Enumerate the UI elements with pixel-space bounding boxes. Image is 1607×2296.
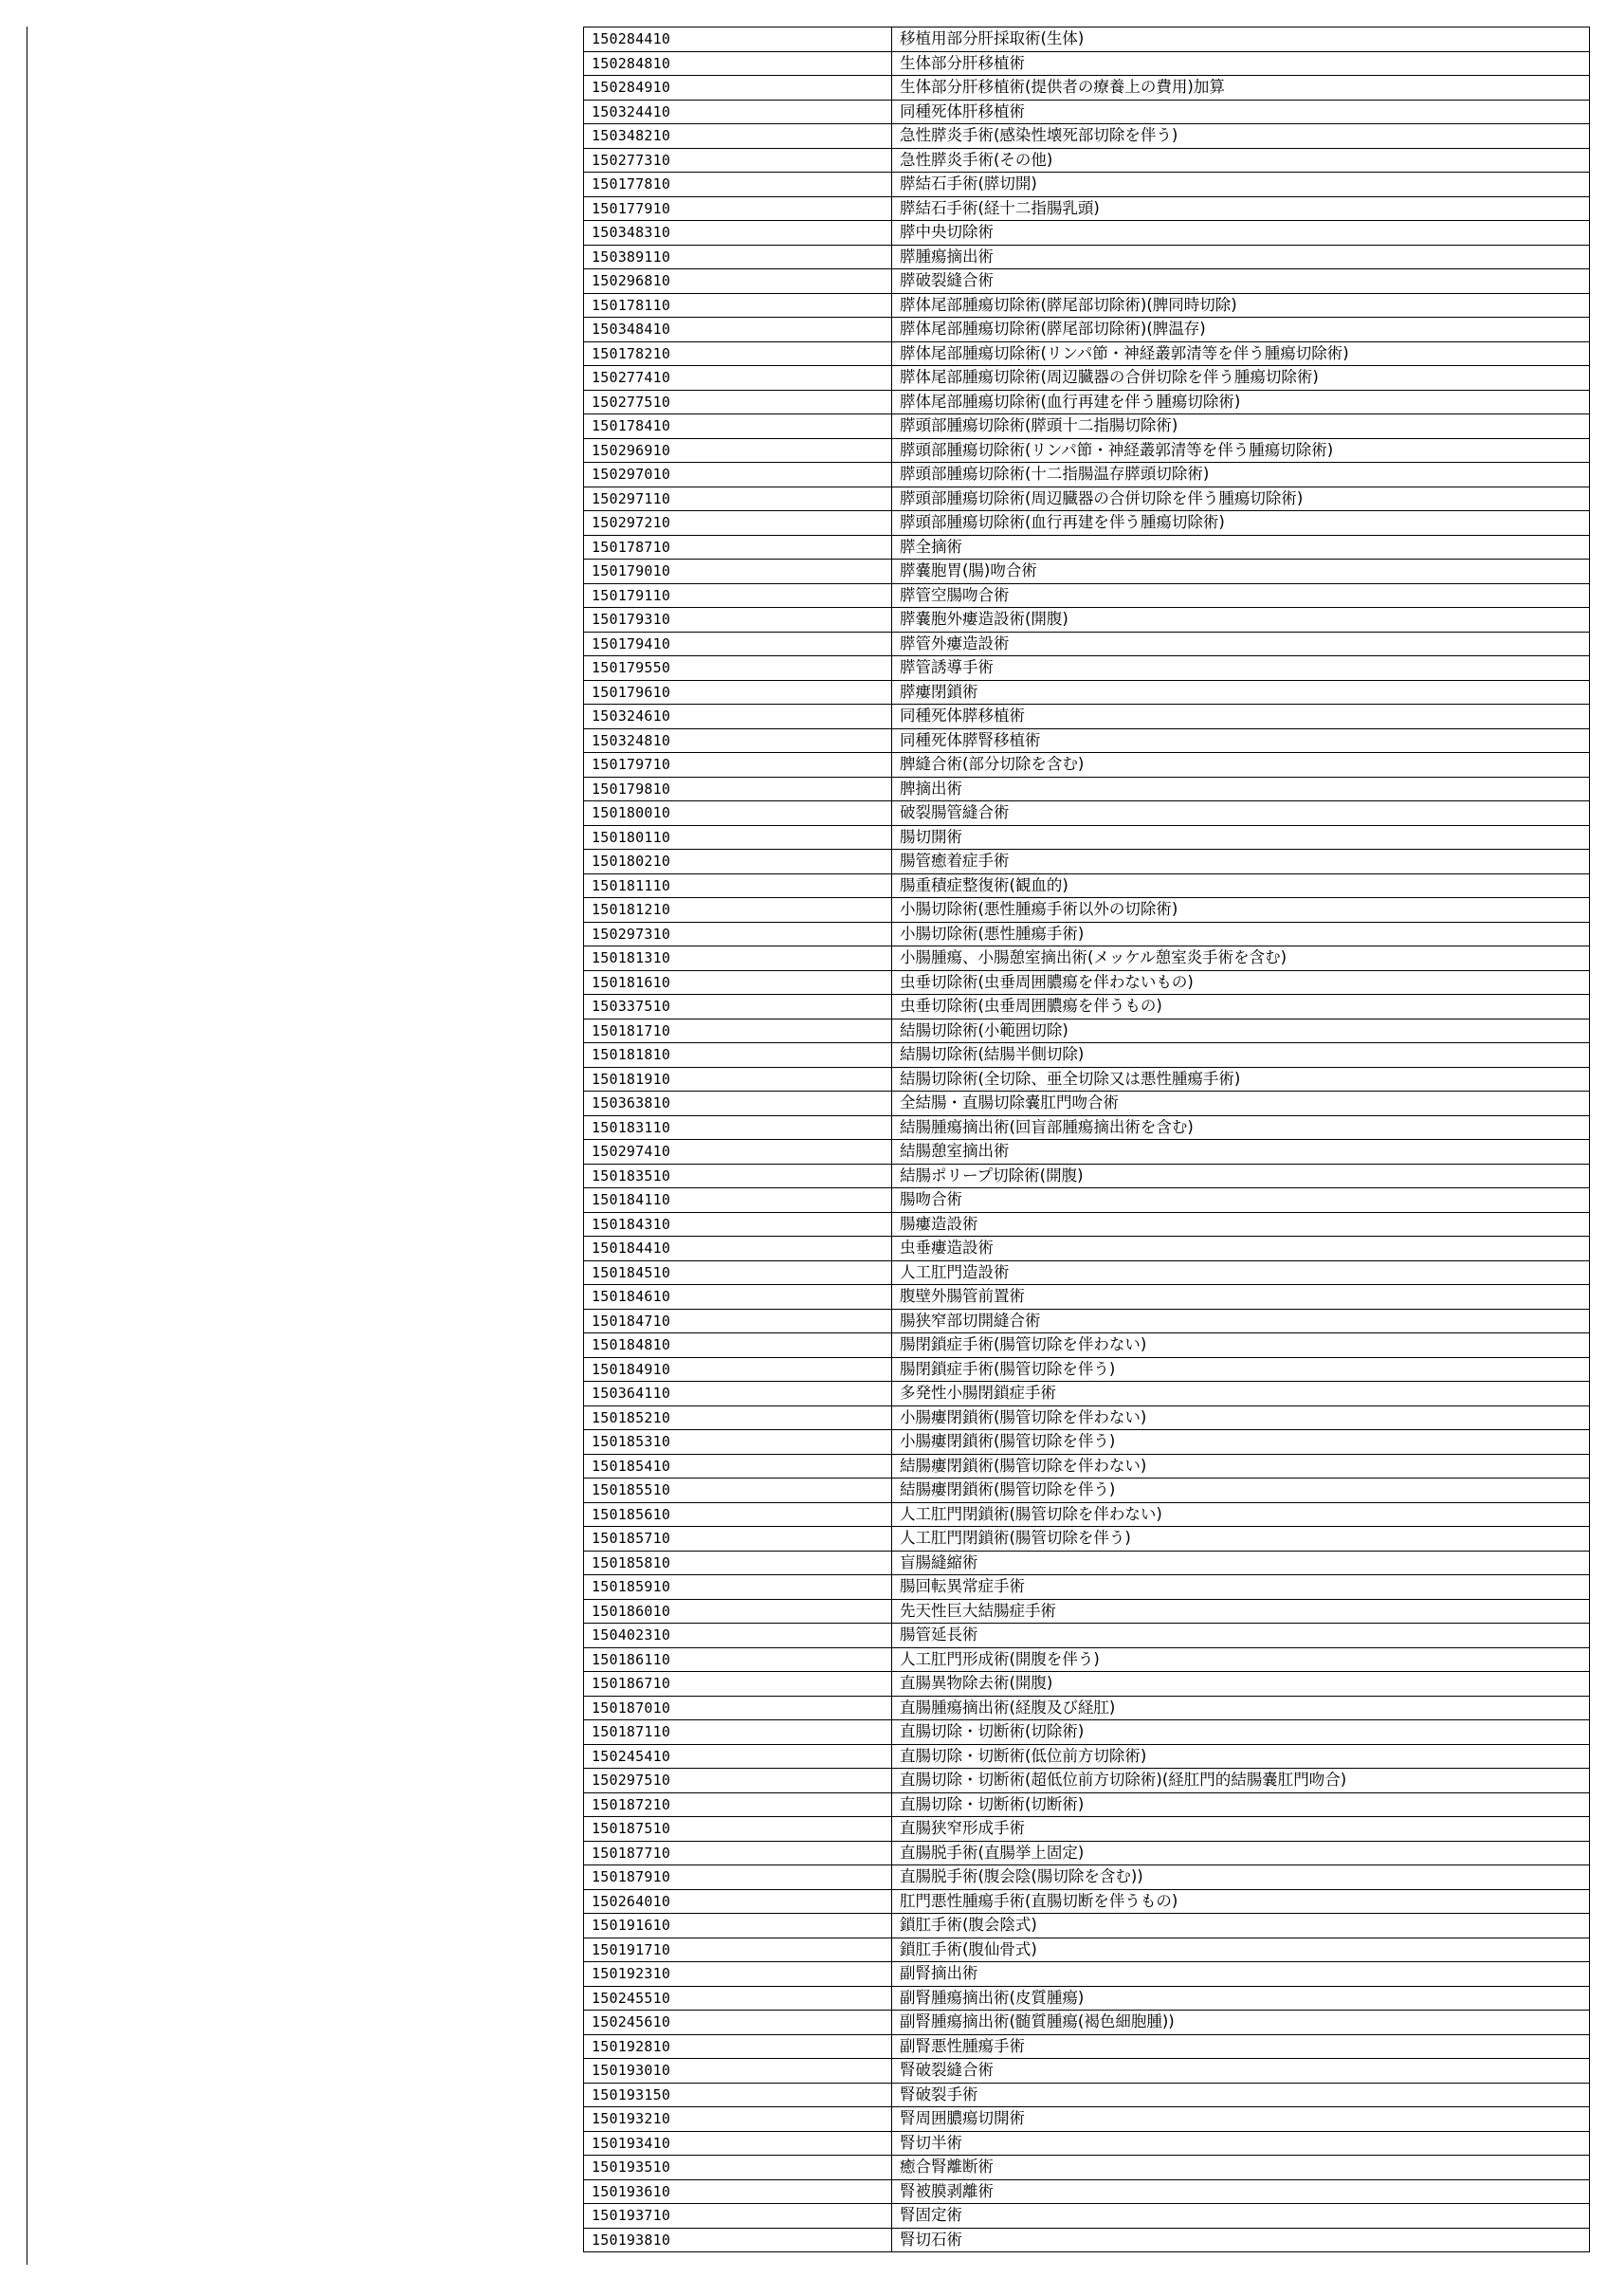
table-row [584,124,1590,149]
procedure-code-cell: 150180010 [584,801,892,826]
table-row [584,1938,1590,1962]
procedure-code-cell: 150181710 [584,1019,892,1043]
procedure-name-cell: 膵体尾部腫瘍切除術(膵尾部切除術)(脾同時切除) [892,293,1590,318]
procedure-name-cell: 結腸憩室摘出術 [892,1140,1590,1165]
procedure-name-cell: 副腎摘出術 [892,1962,1590,1987]
procedure-code-cell: 150187910 [584,1865,892,1890]
procedure-code-cell: 150179810 [584,777,892,801]
procedure-code-cell: 150184510 [584,1260,892,1285]
procedure-code-cell: 150191710 [584,1938,892,1962]
table-row [584,414,1590,439]
table-row [584,1744,1590,1769]
procedure-code-cell: 150193150 [584,2083,892,2107]
procedure-name-cell: 虫垂切除術(虫垂周囲膿瘍を伴うもの) [892,995,1590,1019]
procedure-name-cell: 腎破裂手術 [892,2083,1590,2107]
procedure-code-cell: 150178110 [584,293,892,318]
procedure-code-cell: 150179710 [584,753,892,778]
procedure-code-cell: 150184810 [584,1333,892,1358]
procedure-name-cell: 膵破裂縫合術 [892,269,1590,294]
procedure-name-cell: 先天性巨大結腸症手術 [892,1599,1590,1624]
table-row [584,2179,1590,2204]
procedure-name-cell: 結腸切除術(結腸半側切除) [892,1043,1590,1068]
procedure-name-cell: 膵管外瘻造設術 [892,632,1590,656]
table-row [584,511,1590,536]
procedure-code-cell: 150181110 [584,873,892,898]
table-row [584,2107,1590,2132]
table-row [584,970,1590,995]
procedure-name-cell: 腸管癒着症手術 [892,850,1590,874]
table-row [584,608,1590,633]
table-row [584,922,1590,946]
procedure-name-cell: 膵腫瘍摘出術 [892,245,1590,269]
procedure-name-cell: 副腎腫瘍摘出術(髄質腫瘍(褐色細胞腫)) [892,2011,1590,2035]
procedure-name-cell: 腎切石術 [892,2228,1590,2252]
procedure-code-cell: 150185810 [584,1551,892,1575]
table-row [584,1212,1590,1237]
procedure-name-cell: 直腸狭窄形成手術 [892,1817,1590,1842]
procedure-name-cell: 膵体尾部腫瘍切除術(膵尾部切除術)(脾温存) [892,318,1590,342]
procedure-code-cell: 150284910 [584,76,892,101]
procedure-code-cell: 150402310 [584,1624,892,1648]
table-row [584,777,1590,801]
procedure-code-cell: 150184410 [584,1237,892,1261]
table-row [584,1430,1590,1455]
procedure-name-cell: 破裂腸管縫合術 [892,801,1590,826]
table-row [584,1527,1590,1552]
procedure-code-cell: 150183110 [584,1115,892,1140]
table-row [584,148,1590,173]
procedure-name-cell: 鎖肛手術(腹会陰式) [892,1914,1590,1938]
table-row [584,753,1590,778]
procedure-name-cell: 腸狭窄部切開縫合術 [892,1309,1590,1333]
table-row [584,2131,1590,2156]
procedure-code-cell: 150363810 [584,1092,892,1116]
procedure-name-cell: 腹壁外腸管前置術 [892,1285,1590,1310]
procedure-name-cell: 結腸ポリープ切除術(開腹) [892,1164,1590,1188]
table-row [584,2204,1590,2229]
procedure-name-cell: 膵瘻閉鎖術 [892,680,1590,705]
table-row [584,2156,1590,2180]
procedure-name-cell: 小腸腫瘍、小腸憩室摘出術(メッケル憩室炎手術を含む) [892,946,1590,971]
table-row [584,1333,1590,1358]
procedure-name-cell: 副腎腫瘍摘出術(皮質腫瘍) [892,1986,1590,2011]
procedure-code-cell: 150185210 [584,1405,892,1430]
procedure-name-cell: 膵体尾部腫瘍切除術(リンパ節・神経叢郭清等を伴う腫瘍切除術) [892,341,1590,366]
table-row [584,100,1590,124]
table-row [584,873,1590,898]
table-row [584,1624,1590,1648]
procedure-name-cell: 生体部分肝移植術(提供者の療養上の費用)加算 [892,76,1590,101]
table-row [584,656,1590,681]
table-row [584,1865,1590,1890]
procedure-name-cell: 直腸脱手術(直腸挙上固定) [892,1841,1590,1865]
procedure-name-cell: 腸瘻造設術 [892,1212,1590,1237]
table-row [584,463,1590,487]
procedure-code-cell: 150184610 [584,1285,892,1310]
table-row [584,293,1590,318]
procedure-name-cell: 腸閉鎖症手術(腸管切除を伴わない) [892,1333,1590,1358]
procedure-code-cell: 150181610 [584,970,892,995]
procedure-name-cell: 膵中央切除術 [892,221,1590,246]
procedure-name-cell: 鎖肛手術(腹仙骨式) [892,1938,1590,1962]
procedure-name-cell: 腸閉鎖症手術(腸管切除を伴う) [892,1357,1590,1382]
procedure-code-cell: 150184710 [584,1309,892,1333]
procedure-code-cell: 150264010 [584,1889,892,1914]
procedure-code-cell: 150324810 [584,728,892,753]
procedure-name-cell: 膵管誘導手術 [892,656,1590,681]
table-row [584,221,1590,246]
procedure-name-cell: 膵嚢胞胃(腸)吻合術 [892,560,1590,584]
procedure-code-cell: 150277410 [584,366,892,391]
table-row [584,1575,1590,1600]
procedure-code-cell: 150183510 [584,1164,892,1188]
procedure-code-cell: 150179110 [584,583,892,608]
procedure-name-cell: 全結腸・直腸切除嚢肛門吻合術 [892,1092,1590,1116]
procedure-code-cell: 150185710 [584,1527,892,1552]
procedure-code-cell: 150284810 [584,51,892,76]
table-row [584,1260,1590,1285]
table-row [584,196,1590,221]
table-row [584,995,1590,1019]
procedure-code-cell: 150193010 [584,2059,892,2084]
procedure-code-cell: 150186010 [584,1599,892,1624]
procedure-name-cell: 小腸瘻閉鎖術(腸管切除を伴う) [892,1430,1590,1455]
procedure-name-cell: 小腸瘻閉鎖術(腸管切除を伴わない) [892,1405,1590,1430]
table-row [584,2083,1590,2107]
table-row [584,1720,1590,1745]
table-row [584,1551,1590,1575]
procedure-name-cell: 同種死体肝移植術 [892,100,1590,124]
table-row [584,1309,1590,1333]
procedure-name-cell: 膵嚢胞外瘻造設術(開腹) [892,608,1590,633]
table-row [584,825,1590,850]
table-row [584,1599,1590,1624]
procedure-name-cell: 腸重積症整復術(観血的) [892,873,1590,898]
procedure-name-cell: 結腸腫瘍摘出術(回盲部腫瘍摘出術を含む) [892,1115,1590,1140]
procedure-code-cell: 150179310 [584,608,892,633]
procedure-code-cell: 150179550 [584,656,892,681]
procedure-code-cell: 150187510 [584,1817,892,1842]
procedure-name-cell: 膵頭部腫瘍切除術(膵頭十二指腸切除術) [892,414,1590,439]
procedure-code-table [583,27,1590,2252]
table-row [584,583,1590,608]
procedure-name-cell: 膵頭部腫瘍切除術(周辺臓器の合併切除を伴う腫瘍切除術) [892,487,1590,511]
procedure-name-cell: 膵管空腸吻合術 [892,583,1590,608]
procedure-code-cell: 150297510 [584,1769,892,1793]
procedure-code-cell: 150245510 [584,1986,892,2011]
table-row [584,2011,1590,2035]
procedure-name-cell: 腎周囲膿瘍切開術 [892,2107,1590,2132]
table-row [584,535,1590,560]
table-row [584,1817,1590,1842]
table-row [584,269,1590,294]
procedure-code-cell: 150186110 [584,1647,892,1672]
procedure-name-cell: 人工肛門閉鎖術(腸管切除を伴う) [892,1527,1590,1552]
procedure-code-cell: 150277310 [584,148,892,173]
procedure-code-cell: 150185410 [584,1454,892,1479]
procedure-name-cell: 虫垂切除術(虫垂周囲膿瘍を伴わないもの) [892,970,1590,995]
table-row [584,1188,1590,1213]
table-row [584,1792,1590,1817]
table-row [584,366,1590,391]
procedure-code-cell: 150179410 [584,632,892,656]
procedure-code-cell: 150297010 [584,463,892,487]
procedure-name-cell: 膵全摘術 [892,535,1590,560]
procedure-name-cell: 膵頭部腫瘍切除術(十二指腸温存膵頭切除術) [892,463,1590,487]
procedure-name-cell: 人工肛門造設術 [892,1260,1590,1285]
procedure-code-cell: 150185610 [584,1502,892,1527]
procedure-code-cell: 150337510 [584,995,892,1019]
procedure-code-cell: 150184110 [584,1188,892,1213]
procedure-name-cell: 小腸切除術(悪性腫瘍手術) [892,922,1590,946]
procedure-name-cell: 結腸瘻閉鎖術(腸管切除を伴う) [892,1479,1590,1503]
procedure-code-cell: 150191610 [584,1914,892,1938]
procedure-code-cell: 150297410 [584,1140,892,1165]
procedure-name-cell: 小腸切除術(悪性腫瘍手術以外の切除術) [892,898,1590,923]
procedure-name-cell: 腎破裂縫合術 [892,2059,1590,2084]
procedure-code-cell: 150184310 [584,1212,892,1237]
table-row [584,898,1590,923]
procedure-name-cell: 膵頭部腫瘍切除術(リンパ節・神経叢郭清等を伴う腫瘍切除術) [892,438,1590,463]
table-row [584,680,1590,705]
procedure-code-cell: 150389110 [584,245,892,269]
procedure-name-cell: 直腸脱手術(腹会陰(腸切除を含む)) [892,1865,1590,1890]
procedure-code-cell: 150296810 [584,269,892,294]
table-row [584,341,1590,366]
table-row [584,1769,1590,1793]
procedure-code-cell: 150193710 [584,2204,892,2229]
procedure-code-cell: 150297310 [584,922,892,946]
procedure-name-cell: 肛門悪性腫瘍手術(直腸切断を伴うもの) [892,1889,1590,1914]
table-row [584,1140,1590,1165]
procedure-code-cell: 150284410 [584,28,892,52]
table-row [584,1357,1590,1382]
procedure-code-cell: 150296910 [584,438,892,463]
procedure-name-cell: 膵結石手術(経十二指腸乳頭) [892,196,1590,221]
procedure-name-cell: 同種死体膵移植術 [892,705,1590,729]
table-row [584,2034,1590,2059]
table-row [584,1889,1590,1914]
procedure-code-cell: 150181210 [584,898,892,923]
procedure-code-cell: 150364110 [584,1382,892,1406]
table-row [584,801,1590,826]
procedure-name-cell: 直腸異物除去術(開腹) [892,1672,1590,1697]
procedure-code-cell: 150180110 [584,825,892,850]
procedure-code-cell: 150187710 [584,1841,892,1865]
table-row [584,438,1590,463]
table-row [584,245,1590,269]
procedure-code-cell: 150187210 [584,1792,892,1817]
procedure-name-cell: 腸吻合術 [892,1188,1590,1213]
procedure-code-cell: 150297110 [584,487,892,511]
table-row [584,1502,1590,1527]
procedure-name-cell: 結腸瘻閉鎖術(腸管切除を伴わない) [892,1454,1590,1479]
procedure-name-cell: 直腸切除・切断術(低位前方切除術) [892,1744,1590,1769]
procedure-code-cell: 150193810 [584,2228,892,2252]
procedure-name-cell: 直腸切除・切断術(切断術) [892,1792,1590,1817]
table-row [584,1164,1590,1188]
procedure-code-cell: 150245610 [584,2011,892,2035]
procedure-name-cell: 急性膵炎手術(感染性壊死部切除を伴う) [892,124,1590,149]
table-row [584,850,1590,874]
table-row [584,1696,1590,1720]
procedure-name-cell: 脾縫合術(部分切除を含む) [892,753,1590,778]
procedure-code-cell: 150186710 [584,1672,892,1697]
procedure-code-cell: 150178710 [584,535,892,560]
procedure-code-table-body [584,28,1590,2252]
table-row [584,1019,1590,1043]
table-row [584,28,1590,52]
table-row [584,1647,1590,1672]
procedure-name-cell: 生体部分肝移植術 [892,51,1590,76]
procedure-name-cell: 人工肛門形成術(開腹を伴う) [892,1647,1590,1672]
procedure-name-cell: 膵結石手術(膵切開) [892,173,1590,197]
table-row [584,728,1590,753]
table-row [584,1043,1590,1068]
table-row [584,173,1590,197]
procedure-name-cell: 直腸切除・切断術(切除術) [892,1720,1590,1745]
procedure-code-cell: 150184910 [584,1357,892,1382]
procedure-code-cell: 150187010 [584,1696,892,1720]
procedure-code-cell: 150348410 [584,318,892,342]
procedure-name-cell: 結腸切除術(小範囲切除) [892,1019,1590,1043]
table-row [584,390,1590,414]
procedure-code-cell: 150193610 [584,2179,892,2204]
table-row [584,318,1590,342]
procedure-name-cell: 盲腸縫縮術 [892,1551,1590,1575]
procedure-code-cell: 150348310 [584,221,892,246]
table-row [584,2228,1590,2252]
table-row [584,1672,1590,1697]
procedure-code-cell: 150324410 [584,100,892,124]
procedure-name-cell: 急性膵炎手術(その他) [892,148,1590,173]
procedure-code-cell: 150185910 [584,1575,892,1600]
procedure-name-cell: 腎被膜剥離術 [892,2179,1590,2204]
procedure-code-cell: 150324610 [584,705,892,729]
procedure-name-cell: 直腸腫瘍摘出術(経腹及び経肛) [892,1696,1590,1720]
procedure-code-cell: 150181910 [584,1067,892,1092]
procedure-code-cell: 150177910 [584,196,892,221]
table-row [584,2059,1590,2084]
procedure-name-cell: 腸回転異常症手術 [892,1575,1590,1600]
table-row [584,632,1590,656]
table-row [584,705,1590,729]
table-row [584,76,1590,101]
procedure-code-cell: 150178410 [584,414,892,439]
procedure-name-cell: 脾摘出術 [892,777,1590,801]
procedure-name-cell: 同種死体膵腎移植術 [892,728,1590,753]
procedure-code-cell: 150193210 [584,2107,892,2132]
procedure-name-cell: 腎固定術 [892,2204,1590,2229]
procedure-code-cell: 150179610 [584,680,892,705]
procedure-code-cell: 150178210 [584,341,892,366]
table-row [584,560,1590,584]
table-row [584,1067,1590,1092]
procedure-name-cell: 副腎悪性腫瘍手術 [892,2034,1590,2059]
procedure-code-cell: 150245410 [584,1744,892,1769]
procedure-code-cell: 150185310 [584,1430,892,1455]
procedure-name-cell: 膵頭部腫瘍切除術(血行再建を伴う腫瘍切除術) [892,511,1590,536]
table-row [584,1092,1590,1116]
table-row [584,1285,1590,1310]
table-row [584,1405,1590,1430]
procedure-name-cell: 膵体尾部腫瘍切除術(周辺臓器の合併切除を伴う腫瘍切除術) [892,366,1590,391]
table-row [584,1986,1590,2011]
procedure-code-cell: 150185510 [584,1479,892,1503]
procedure-name-cell: 膵体尾部腫瘍切除術(血行再建を伴う腫瘍切除術) [892,390,1590,414]
procedure-code-cell: 150181310 [584,946,892,971]
procedure-name-cell: 虫垂瘻造設術 [892,1237,1590,1261]
table-row [584,1454,1590,1479]
procedure-name-cell: 腸管延長術 [892,1624,1590,1648]
procedure-name-cell: 腸切開術 [892,825,1590,850]
table-row [584,1841,1590,1865]
table-row [584,487,1590,511]
procedure-name-cell: 結腸切除術(全切除、亜全切除又は悪性腫瘍手術) [892,1067,1590,1092]
procedure-code-cell: 150187110 [584,1720,892,1745]
procedure-code-cell: 150193410 [584,2131,892,2156]
table-row [584,1479,1590,1503]
procedure-name-cell: 腎切半術 [892,2131,1590,2156]
procedure-code-cell: 150180210 [584,850,892,874]
procedure-name-cell: 癒合腎離断術 [892,2156,1590,2180]
procedure-code-cell: 150348210 [584,124,892,149]
table-row [584,1962,1590,1987]
procedure-name-cell: 移植用部分肝採取術(生体) [892,28,1590,52]
procedure-code-cell: 150193510 [584,2156,892,2180]
table-row [584,1382,1590,1406]
table-row [584,1237,1590,1261]
procedure-code-cell: 150277510 [584,390,892,414]
procedure-code-cell: 150192810 [584,2034,892,2059]
procedure-name-cell: 人工肛門閉鎖術(腸管切除を伴わない) [892,1502,1590,1527]
table-row [584,946,1590,971]
procedure-code-cell: 150179010 [584,560,892,584]
table-row [584,51,1590,76]
procedure-code-cell: 150192310 [584,1962,892,1987]
procedure-code-cell: 150297210 [584,511,892,536]
procedure-code-cell: 150181810 [584,1043,892,1068]
table-row [584,1115,1590,1140]
procedure-code-cell: 150177810 [584,173,892,197]
procedure-name-cell: 多発性小腸閉鎖症手術 [892,1382,1590,1406]
table-row [584,1914,1590,1938]
procedure-name-cell: 直腸切除・切断術(超低位前方切除術)(経肛門的結腸嚢肛門吻合) [892,1769,1590,1793]
